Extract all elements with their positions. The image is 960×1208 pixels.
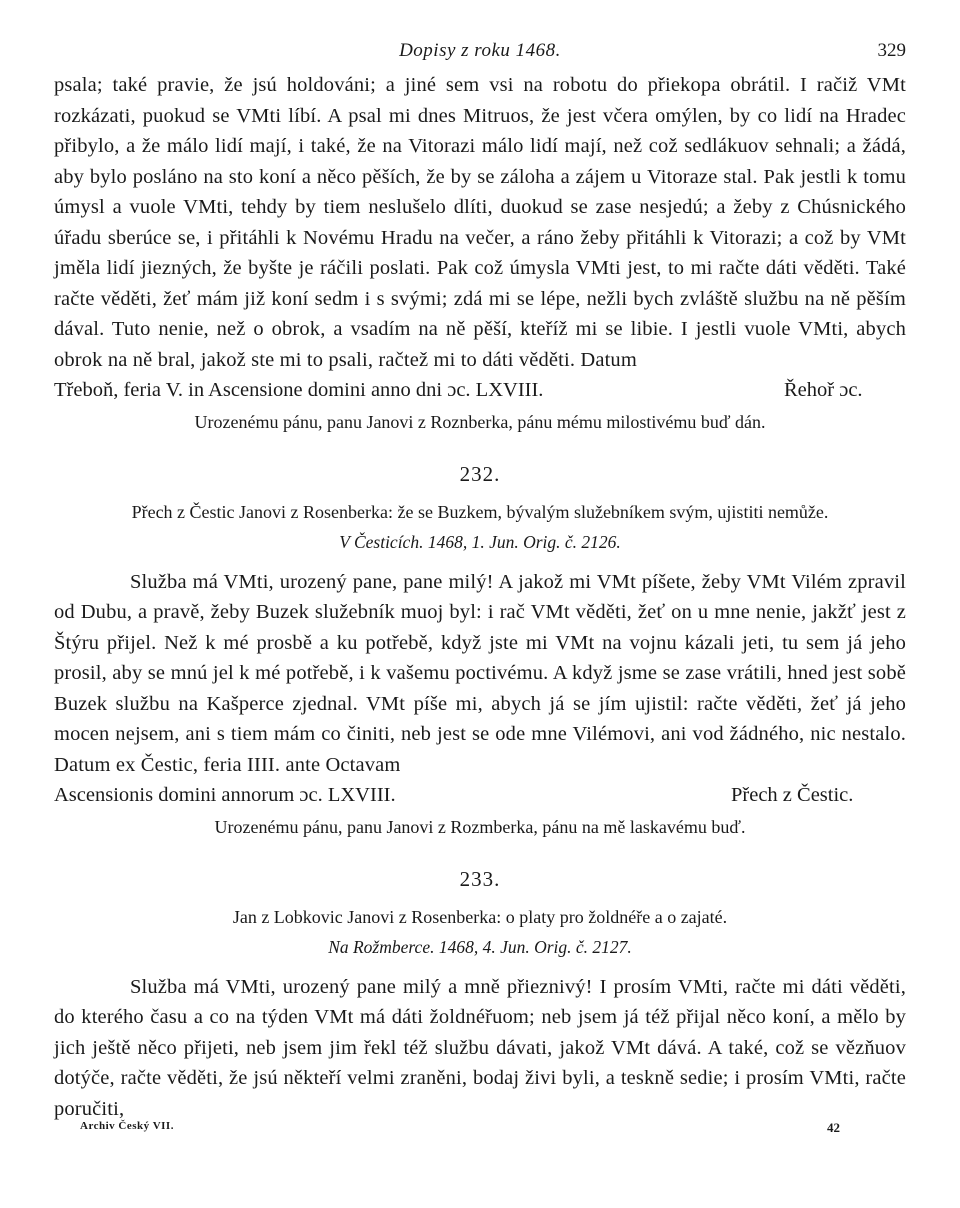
address-line: Urozenému pánu, panu Janovi z Roznberka, pánu mému milostivému buď dán.: [194, 411, 766, 432]
continued-letter-closing: [54, 375, 906, 406]
letter-body: Služba má VMti, urozený pane, pane milý! A jakož mi VMt píšete, žeby VMt Vilém zpravil od Dubu, a pravě, žeby Buzek služebník muoj byl: i rač VMt věděti, žeť on u mne nenie, jakžť jest z Štýru přijel. Než k mé prosbě a ku potřebě, když jste mi VMt na vojnu kázali jeti, tu sem já jeho prosil, aby se mnú jel k mé potřebě, i k vašemu poctivému. A když jsme se zase vrátili, hned jest sobě Buzek službu na Kašperce zjednal. VMt píše mi, abych já se jím ujistil: račte věděti, žeť já jeho mocen nejsem, ani s tiem mám co činiti, neb jest se ode mne Vilémovi, ani vod žádného, nic nestalo. Datum ex Čestic, feria IIII. ante Octavam: [54, 570, 906, 776]
letter-closing: [54, 780, 906, 811]
continued-letter-text: psala; také pravie, že jsú holdováni; a jiné sem vsi na robotu do přiekopa obrátil. I račiž VMt rozkázati, puokud se VMti líbí. A psal mi dnes Mitruos, že jest včera omýlen, by co lidí na Hradec přibylo, a že málo lidí mají, i také, že na Vitorazi málo lidí mají, než což sedlákuov sehnali; a žádá, aby bylo posláno na sto koní a něco pěších, že by se záloha a zájem u Vitoraze stal. Pak jestli k tomu úmysl a vuole VMti, tehdy by tiem neslušelo dlíti, duokud se zase nesjedú; a žeby z Chúsnického úřadu sberúce se, i přitáhli k Novému Hradu na večer, a ráno žeby přitáhli k Vitorazi; a což by VMt jměla lidí jiezných, že byšte je ráčili poslati. Pak což úmysla VMti jest, to mi račte dáti věděti. Také račte věděti, žeť mám již koní sedm i s svými; zdá mi se lépe, nežli bych zvláště službu na ně pěším dával. Tuto nenie, než o obrok, a vsadím na ně pěší, kteříž mi se libie. I jestli vuole VMti, abych obrok na ně bral, jakož ste mi to psali, račtež mi to dáti věděti. Datum: [54, 74, 906, 371]
letter-source: V Česticích. 1468, 1. Jun. Orig. č. 2126.: [339, 531, 621, 552]
letter-number: 232.: [459, 461, 501, 486]
letter-summary: Jan z Lobkovic Janovi z Rosenberka: o platy pro žoldnéře a o zajaté.: [232, 906, 728, 927]
address-line: Urozenému pánu, panu Janovi z Rozmberka, pánu na mě laskavému buď.: [214, 816, 746, 837]
page: [54, 40, 906, 1124]
letter-summary: Přech z Čestic Janovi z Rosenberka: že se Buzkem, bývalým služebníkem svým, ujistiti nemůže.: [131, 501, 829, 522]
letter-number: 233.: [459, 866, 501, 891]
letter-233: [54, 867, 906, 1125]
page-footer: [80, 1120, 840, 1140]
letter-body: Služba má VMti, urozený pane milý a mně přieznivý! I prosím VMti, račte mi dáti věděti, do kterého času a co na týden VMt má dáti žoldnéřuom; neb jsem já též přijal něco koní, a mělo by jich ještě něco přijeti, neb jsem jim řekl též službu dávati, jakož VMt dává. A také, což se vězňuov dotýče, račte věděti, že jsú někteří velmi zraněni, bodaj živi byli, a teskně sedie; i prosím VMti, račte poručiti,: [54, 975, 906, 1120]
dating-clause: Třeboň, feria V. in Ascensione domini anno dni ɔc. LXVIII.: [54, 379, 544, 401]
printer-signature: Archiv Český VII.: [80, 1120, 174, 1132]
sheet-number: 42: [827, 1120, 840, 1135]
letter-232: [54, 462, 906, 841]
letter-source: Na Rožmberce. 1468, 4. Jun. Orig. č. 2127.: [328, 936, 632, 957]
dating-clause: Ascensionis domini annorum ɔc. LXVIII.: [54, 784, 396, 806]
running-head: [54, 40, 906, 70]
signature: Řehoř ɔc.: [784, 379, 863, 401]
signature: Přech z Čestic.: [731, 784, 854, 806]
running-title: Dopisy z roku 1468.: [399, 40, 561, 61]
page-number: 329: [877, 40, 906, 61]
